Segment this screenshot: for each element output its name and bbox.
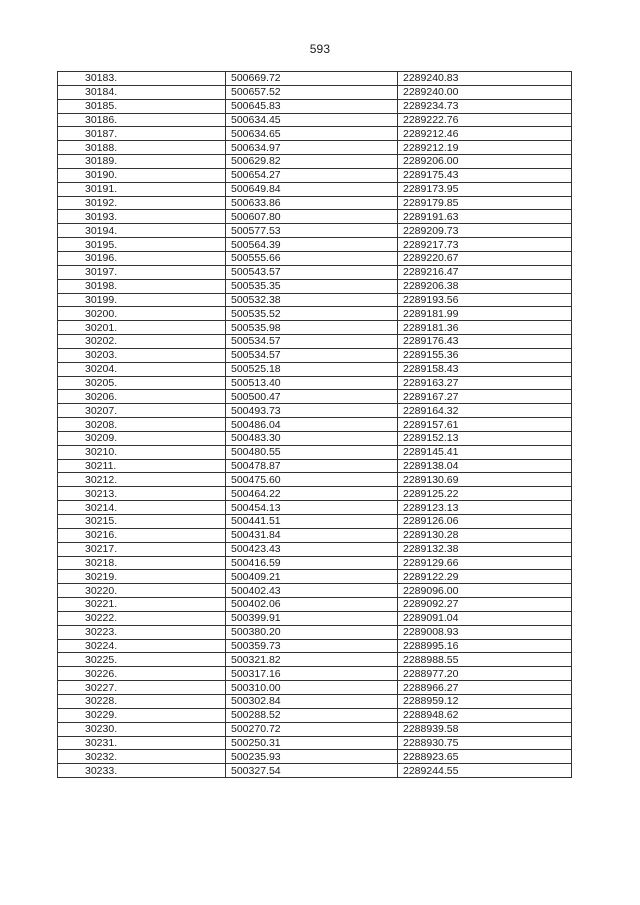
- y-coordinate-cell: 2289234.73: [398, 99, 572, 113]
- x-coordinate-cell: 500645.83: [226, 99, 398, 113]
- point-number-cell: 30198.: [58, 279, 226, 293]
- x-coordinate-cell: 500270.72: [226, 722, 398, 736]
- point-number-cell: 30196.: [58, 251, 226, 265]
- y-coordinate-cell: 2288930.75: [398, 736, 572, 750]
- y-coordinate-cell: 2289206.00: [398, 155, 572, 169]
- table-row: [58, 99, 572, 113]
- x-coordinate-cell: 500633.86: [226, 196, 398, 210]
- y-coordinate-cell: 2289179.85: [398, 196, 572, 210]
- table-row: [58, 736, 572, 750]
- y-coordinate-cell: 2289092.27: [398, 598, 572, 612]
- y-coordinate-cell: 2289181.36: [398, 321, 572, 335]
- point-number-cell: 30227.: [58, 681, 226, 695]
- y-coordinate-cell: 2289222.76: [398, 113, 572, 127]
- point-number-cell: 30205.: [58, 376, 226, 390]
- table-row: [58, 362, 572, 376]
- table-row: [58, 238, 572, 252]
- point-number-cell: 30229.: [58, 708, 226, 722]
- y-coordinate-cell: 2289132.38: [398, 542, 572, 556]
- x-coordinate-cell: 500380.20: [226, 625, 398, 639]
- y-coordinate-cell: 2289091.04: [398, 611, 572, 625]
- y-coordinate-cell: 2289138.04: [398, 459, 572, 473]
- table-row: [58, 556, 572, 570]
- table-row: [58, 390, 572, 404]
- table-row: [58, 113, 572, 127]
- y-coordinate-cell: 2289167.27: [398, 390, 572, 404]
- table-row: [58, 708, 572, 722]
- point-number-cell: 30232.: [58, 750, 226, 764]
- point-number-cell: 30201.: [58, 321, 226, 335]
- point-number-cell: 30204.: [58, 362, 226, 376]
- point-number-cell: 30200.: [58, 307, 226, 321]
- point-number-cell: 30228.: [58, 694, 226, 708]
- table-row: [58, 681, 572, 695]
- x-coordinate-cell: 500441.51: [226, 515, 398, 529]
- x-coordinate-cell: 500669.72: [226, 72, 398, 86]
- y-coordinate-cell: 2289008.93: [398, 625, 572, 639]
- x-coordinate-cell: 500654.27: [226, 168, 398, 182]
- point-number-cell: 30223.: [58, 625, 226, 639]
- y-coordinate-cell: 2288948.62: [398, 708, 572, 722]
- y-coordinate-cell: 2289163.27: [398, 376, 572, 390]
- x-coordinate-cell: 500483.30: [226, 431, 398, 445]
- x-coordinate-cell: 500327.54: [226, 764, 398, 778]
- point-number-cell: 30191.: [58, 182, 226, 196]
- y-coordinate-cell: 2289173.95: [398, 182, 572, 196]
- y-coordinate-cell: 2288959.12: [398, 694, 572, 708]
- table-row: [58, 72, 572, 86]
- page-number: 593: [309, 42, 331, 56]
- point-number-cell: 30233.: [58, 764, 226, 778]
- point-number-cell: 30213.: [58, 487, 226, 501]
- table-row: [58, 584, 572, 598]
- x-coordinate-cell: 500250.31: [226, 736, 398, 750]
- x-coordinate-cell: 500399.91: [226, 611, 398, 625]
- y-coordinate-cell: 2289212.19: [398, 141, 572, 155]
- table-row: [58, 487, 572, 501]
- x-coordinate-cell: 500634.65: [226, 127, 398, 141]
- y-coordinate-cell: 2289212.46: [398, 127, 572, 141]
- x-coordinate-cell: 500464.22: [226, 487, 398, 501]
- y-coordinate-cell: 2289155.36: [398, 348, 572, 362]
- table-row: [58, 598, 572, 612]
- x-coordinate-cell: 500359.73: [226, 639, 398, 653]
- table-row: [58, 279, 572, 293]
- table-row: [58, 376, 572, 390]
- y-coordinate-cell: 2288966.27: [398, 681, 572, 695]
- coordinates-table: [57, 71, 572, 778]
- point-number-cell: 30225.: [58, 653, 226, 667]
- point-number-cell: 30209.: [58, 431, 226, 445]
- x-coordinate-cell: 500500.47: [226, 390, 398, 404]
- table-row: [58, 307, 572, 321]
- y-coordinate-cell: 2289220.67: [398, 251, 572, 265]
- y-coordinate-cell: 2288995.16: [398, 639, 572, 653]
- point-number-cell: 30212.: [58, 473, 226, 487]
- y-coordinate-cell: 2289181.99: [398, 307, 572, 321]
- x-coordinate-cell: 500235.93: [226, 750, 398, 764]
- table-row: [58, 515, 572, 529]
- point-number-cell: 30192.: [58, 196, 226, 210]
- table-row: [58, 528, 572, 542]
- point-number-cell: 30206.: [58, 390, 226, 404]
- y-coordinate-cell: 2289130.69: [398, 473, 572, 487]
- x-coordinate-cell: 500321.82: [226, 653, 398, 667]
- y-coordinate-cell: 2289096.00: [398, 584, 572, 598]
- y-coordinate-cell: 2289122.29: [398, 570, 572, 584]
- y-coordinate-cell: 2289145.41: [398, 445, 572, 459]
- x-coordinate-cell: 500535.98: [226, 321, 398, 335]
- point-number-cell: 30183.: [58, 72, 226, 86]
- x-coordinate-cell: 500478.87: [226, 459, 398, 473]
- table-row: [58, 210, 572, 224]
- point-number-cell: 30230.: [58, 722, 226, 736]
- x-coordinate-cell: 500302.84: [226, 694, 398, 708]
- x-coordinate-cell: 500534.57: [226, 335, 398, 349]
- point-number-cell: 30187.: [58, 127, 226, 141]
- x-coordinate-cell: 500475.60: [226, 473, 398, 487]
- x-coordinate-cell: 500480.55: [226, 445, 398, 459]
- x-coordinate-cell: 500525.18: [226, 362, 398, 376]
- point-number-cell: 30219.: [58, 570, 226, 584]
- x-coordinate-cell: 500534.57: [226, 348, 398, 362]
- x-coordinate-cell: 500513.40: [226, 376, 398, 390]
- x-coordinate-cell: 500607.80: [226, 210, 398, 224]
- point-number-cell: 30224.: [58, 639, 226, 653]
- point-number-cell: 30203.: [58, 348, 226, 362]
- table-row: [58, 625, 572, 639]
- table-row: [58, 750, 572, 764]
- table-row: [58, 501, 572, 515]
- coordinates-table-body: [58, 72, 572, 778]
- y-coordinate-cell: 2288977.20: [398, 667, 572, 681]
- table-row: [58, 348, 572, 362]
- point-number-cell: 30222.: [58, 611, 226, 625]
- point-number-cell: 30216.: [58, 528, 226, 542]
- y-coordinate-cell: 2289240.00: [398, 85, 572, 99]
- point-number-cell: 30184.: [58, 85, 226, 99]
- y-coordinate-cell: 2289176.43: [398, 335, 572, 349]
- x-coordinate-cell: 500564.39: [226, 238, 398, 252]
- y-coordinate-cell: 2289216.47: [398, 265, 572, 279]
- point-number-cell: 30214.: [58, 501, 226, 515]
- y-coordinate-cell: 2289240.83: [398, 72, 572, 86]
- y-coordinate-cell: 2289175.43: [398, 168, 572, 182]
- x-coordinate-cell: 500317.16: [226, 667, 398, 681]
- table-row: [58, 404, 572, 418]
- x-coordinate-cell: 500535.52: [226, 307, 398, 321]
- table-row: [58, 224, 572, 238]
- x-coordinate-cell: 500532.38: [226, 293, 398, 307]
- y-coordinate-cell: 2289209.73: [398, 224, 572, 238]
- point-number-cell: 30221.: [58, 598, 226, 612]
- table-row: [58, 321, 572, 335]
- x-coordinate-cell: 500288.52: [226, 708, 398, 722]
- table-row: [58, 127, 572, 141]
- table-row: [58, 445, 572, 459]
- x-coordinate-cell: 500634.45: [226, 113, 398, 127]
- point-number-cell: 30189.: [58, 155, 226, 169]
- point-number-cell: 30195.: [58, 238, 226, 252]
- x-coordinate-cell: 500402.06: [226, 598, 398, 612]
- y-coordinate-cell: 2289217.73: [398, 238, 572, 252]
- table-row: [58, 764, 572, 778]
- x-coordinate-cell: 500454.13: [226, 501, 398, 515]
- point-number-cell: 30217.: [58, 542, 226, 556]
- point-number-cell: 30218.: [58, 556, 226, 570]
- y-coordinate-cell: 2289129.66: [398, 556, 572, 570]
- table-row: [58, 293, 572, 307]
- point-number-cell: 30211.: [58, 459, 226, 473]
- table-row: [58, 196, 572, 210]
- x-coordinate-cell: 500409.21: [226, 570, 398, 584]
- table-row: [58, 459, 572, 473]
- x-coordinate-cell: 500402.43: [226, 584, 398, 598]
- x-coordinate-cell: 500649.84: [226, 182, 398, 196]
- y-coordinate-cell: 2289193.56: [398, 293, 572, 307]
- y-coordinate-cell: 2289206.38: [398, 279, 572, 293]
- point-number-cell: 30199.: [58, 293, 226, 307]
- x-coordinate-cell: 500577.53: [226, 224, 398, 238]
- y-coordinate-cell: 2289130.28: [398, 528, 572, 542]
- point-number-cell: 30186.: [58, 113, 226, 127]
- table-row: [58, 335, 572, 349]
- y-coordinate-cell: 2289157.61: [398, 418, 572, 432]
- table-row: [58, 473, 572, 487]
- y-coordinate-cell: 2289125.22: [398, 487, 572, 501]
- x-coordinate-cell: 500543.57: [226, 265, 398, 279]
- y-coordinate-cell: 2289164.32: [398, 404, 572, 418]
- y-coordinate-cell: 2288923.65: [398, 750, 572, 764]
- table-row: [58, 141, 572, 155]
- y-coordinate-cell: 2289191.63: [398, 210, 572, 224]
- point-number-cell: 30194.: [58, 224, 226, 238]
- table-row: [58, 653, 572, 667]
- x-coordinate-cell: 500657.52: [226, 85, 398, 99]
- point-number-cell: 30220.: [58, 584, 226, 598]
- table-row: [58, 667, 572, 681]
- point-number-cell: 30197.: [58, 265, 226, 279]
- x-coordinate-cell: 500629.82: [226, 155, 398, 169]
- table-row: [58, 639, 572, 653]
- table-row: [58, 694, 572, 708]
- y-coordinate-cell: 2289152.13: [398, 431, 572, 445]
- table-row: [58, 418, 572, 432]
- y-coordinate-cell: 2289158.43: [398, 362, 572, 376]
- x-coordinate-cell: 500416.59: [226, 556, 398, 570]
- x-coordinate-cell: 500555.66: [226, 251, 398, 265]
- x-coordinate-cell: 500486.04: [226, 418, 398, 432]
- x-coordinate-cell: 500431.84: [226, 528, 398, 542]
- y-coordinate-cell: 2289244.55: [398, 764, 572, 778]
- y-coordinate-cell: 2288988.55: [398, 653, 572, 667]
- table-row: [58, 542, 572, 556]
- point-number-cell: 30188.: [58, 141, 226, 155]
- table-row: [58, 85, 572, 99]
- y-coordinate-cell: 2288939.58: [398, 722, 572, 736]
- y-coordinate-cell: 2289123.13: [398, 501, 572, 515]
- x-coordinate-cell: 500423.43: [226, 542, 398, 556]
- point-number-cell: 30226.: [58, 667, 226, 681]
- point-number-cell: 30202.: [58, 335, 226, 349]
- y-coordinate-cell: 2289126.06: [398, 515, 572, 529]
- point-number-cell: 30231.: [58, 736, 226, 750]
- x-coordinate-cell: 500634.97: [226, 141, 398, 155]
- x-coordinate-cell: 500493.73: [226, 404, 398, 418]
- table-row: [58, 722, 572, 736]
- point-number-cell: 30193.: [58, 210, 226, 224]
- table-row: [58, 155, 572, 169]
- x-coordinate-cell: 500535.35: [226, 279, 398, 293]
- point-number-cell: 30190.: [58, 168, 226, 182]
- table-row: [58, 182, 572, 196]
- point-number-cell: 30185.: [58, 99, 226, 113]
- table-row: [58, 168, 572, 182]
- table-row: [58, 431, 572, 445]
- table-row: [58, 251, 572, 265]
- point-number-cell: 30208.: [58, 418, 226, 432]
- table-row: [58, 611, 572, 625]
- point-number-cell: 30210.: [58, 445, 226, 459]
- x-coordinate-cell: 500310.00: [226, 681, 398, 695]
- table-row: [58, 570, 572, 584]
- table-row: [58, 265, 572, 279]
- point-number-cell: 30215.: [58, 515, 226, 529]
- point-number-cell: 30207.: [58, 404, 226, 418]
